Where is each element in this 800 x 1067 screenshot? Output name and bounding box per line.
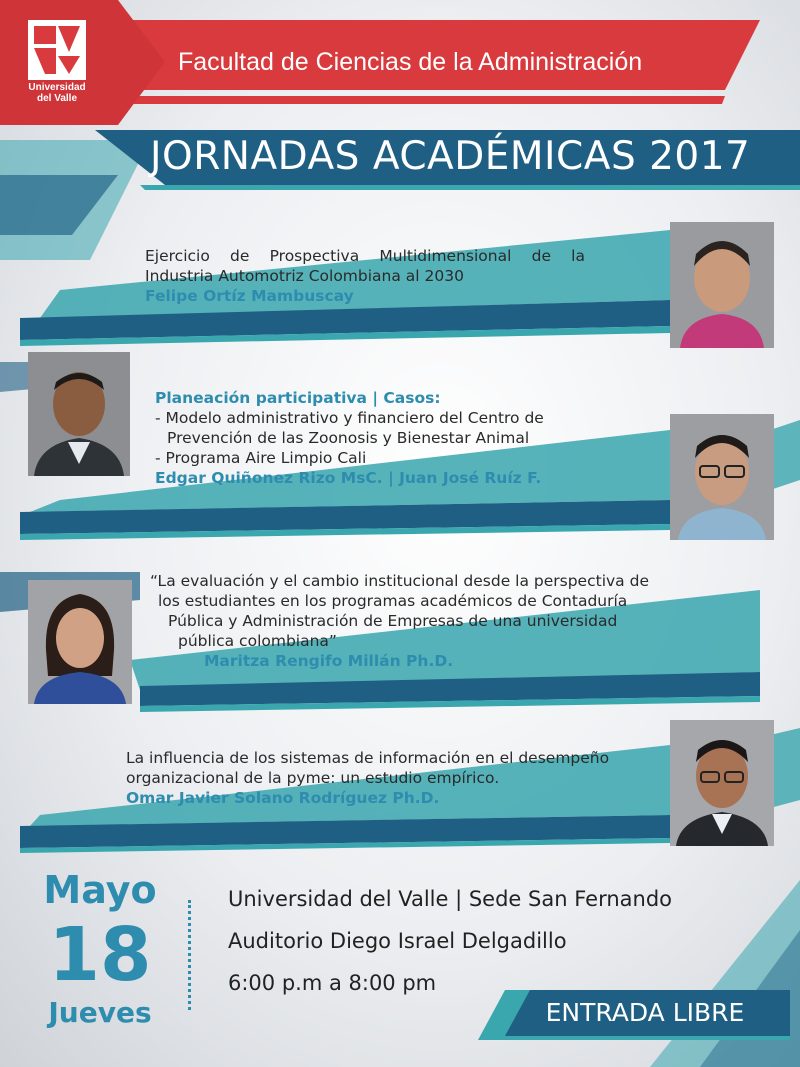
page-title: JORNADAS ACADÉMICAS 2017: [150, 134, 751, 179]
speaker-photo-4: [28, 580, 132, 704]
talk-2-heading: Planeación participativa | Casos:: [155, 389, 441, 407]
talk-4-line-1: La influencia de los sistemas de información en el desempeño: [126, 749, 610, 767]
free-entry-label: ENTRADA LIBRE: [545, 998, 745, 1027]
talk-1-line-1: Ejercicio de Prospectiva Multidimensional de la: [145, 247, 585, 265]
speaker-photo-1: [670, 222, 774, 348]
event-day: 18: [48, 912, 152, 998]
talk-4: [126, 748, 646, 808]
talk-3-speaker: Maritza Rengifo Millán Ph.D.: [204, 652, 454, 670]
speaker-photo-5: [670, 720, 774, 846]
talk-1-speaker: Felipe Ortíz Mambuscay: [145, 287, 354, 305]
talk-3-line-3: Pública y Administración de Empresas de una universidad: [168, 612, 618, 630]
talk-3-line-2: los estudiantes en los programas académicos de Contaduría: [158, 592, 628, 610]
talk-1-line-2: Industria Automotriz Colombiana al 2030: [145, 267, 464, 285]
event-weekday: Jueves: [48, 996, 152, 1029]
talk-3-line-1: “La evaluación y el cambio institucional desde la perspectiva de: [150, 572, 649, 590]
talk-4-speaker: Omar Javier Solano Rodríguez Ph.D.: [126, 789, 440, 807]
talk-3-line-4: pública colombiana”: [178, 632, 337, 650]
event-month: Mayo: [43, 868, 157, 912]
talk-2: [155, 388, 655, 488]
talk-3: [150, 571, 670, 671]
speaker-photo-3: [670, 414, 774, 540]
faculty-title: Facultad de Ciencias de la Administración: [178, 48, 643, 76]
speaker-photo-2: [28, 352, 130, 476]
talk-1: [145, 246, 585, 306]
talk-2-line-3: - Programa Aire Limpio Cali: [155, 449, 367, 467]
event-room: Auditorio Diego Israel Delgadillo: [228, 929, 567, 953]
talk-2-line-2: Prevención de las Zoonosis y Bienestar Animal: [167, 429, 530, 447]
logo-text: Universidad del Valle: [28, 82, 86, 104]
talk-4-line-2: organizacional de la pyme: un estudio empírico.: [126, 769, 500, 787]
event-time: 6:00 p.m a 8:00 pm: [228, 971, 437, 995]
talk-2-speaker: Edgar Quiñonez Rizo MsC. | Juan José Ruíz F.: [155, 469, 542, 487]
talk-2-line-1: - Modelo administrativo y financiero del Centro de: [155, 409, 544, 427]
event-venue: Universidad del Valle | Sede San Fernando: [228, 887, 672, 911]
dotted-divider: [188, 900, 191, 1010]
